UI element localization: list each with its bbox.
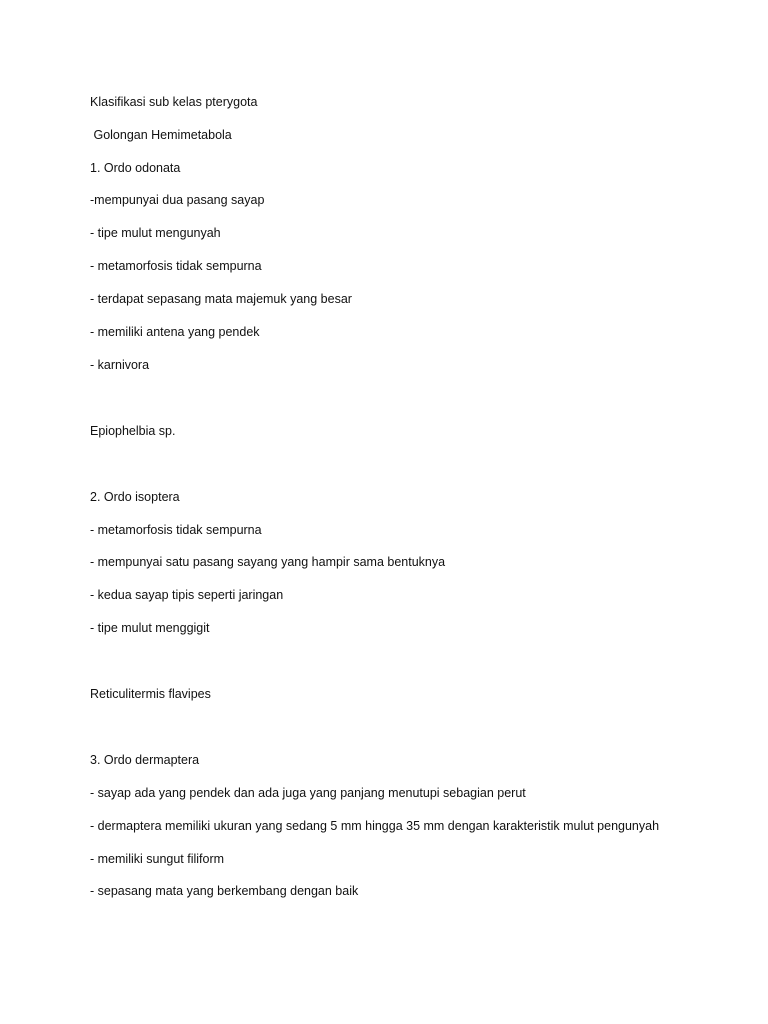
species-name: Reticulitermis flavipes: [90, 687, 211, 701]
list-item: - kedua sayap tipis seperti jaringan: [90, 588, 284, 602]
list-item: - sepasang mata yang berkembang dengan baik: [90, 884, 359, 898]
section-heading: Golongan Hemimetabola: [90, 128, 232, 142]
order-heading: 3. Ordo dermaptera: [90, 753, 200, 767]
list-item: - memiliki antena yang pendek: [90, 325, 260, 339]
species-name: Epiophelbia sp.: [90, 424, 176, 438]
list-item: - mempunyai satu pasang sayang yang hampir sama bentuknya: [90, 555, 446, 569]
list-item: - metamorfosis tidak sempurna: [90, 523, 262, 537]
list-item: - metamorfosis tidak sempurna: [90, 259, 262, 273]
list-item: - tipe mulut menggigit: [90, 621, 210, 635]
list-item: - memiliki sungut filiform: [90, 852, 225, 866]
order-heading: 1. Ordo odonata: [90, 161, 181, 175]
document-title: Klasifikasi sub kelas pterygota: [90, 95, 258, 109]
list-item: - sayap ada yang pendek dan ada juga yang panjang menutupi sebagian perut: [90, 786, 526, 800]
list-item: -mempunyai dua pasang sayap: [90, 193, 265, 207]
order-heading: 2. Ordo isoptera: [90, 490, 180, 504]
list-item: - dermaptera memiliki ukuran yang sedang 5 mm hingga 35 mm dengan karakteristik mulut pengunyah: [90, 819, 660, 833]
list-item: - karnivora: [90, 358, 150, 372]
list-item: - tipe mulut mengunyah: [90, 226, 221, 240]
list-item: - terdapat sepasang mata majemuk yang besar: [90, 292, 352, 306]
